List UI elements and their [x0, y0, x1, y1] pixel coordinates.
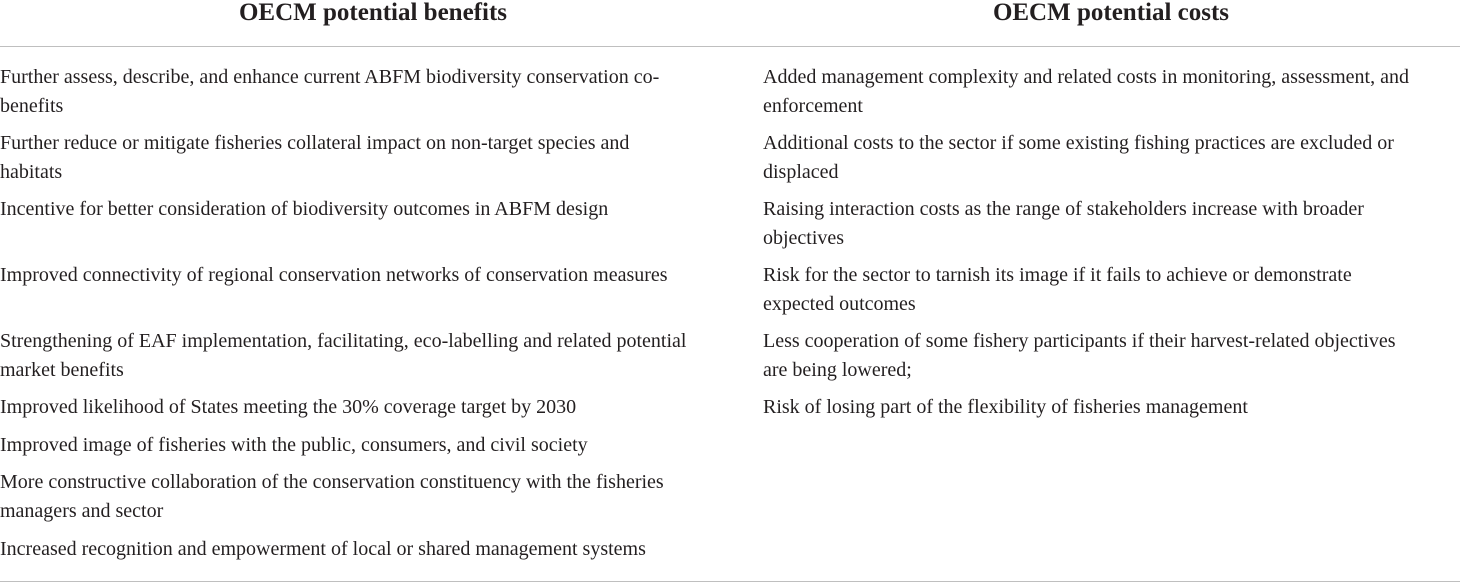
cost-item-2-line-1: Additional costs to the sector if some existing fishing practices are excluded or	[763, 132, 1394, 154]
benefit-item-1-line-1: Further assess, describe, and enhance current ABFM biodiversity conservation co-	[0, 66, 660, 88]
cost-item-5-line-2: are being lowered;	[763, 359, 912, 381]
cost-item-2-line-2: displaced	[763, 161, 839, 183]
benefit-item-1-line-2: benefits	[0, 95, 64, 117]
cost-item-4-line-1: Risk for the sector to tarnish its image if it fails to achieve or demonstrate	[763, 264, 1352, 286]
cost-item-1-line-2: enforcement	[763, 95, 863, 117]
cost-item-1-line-1: Added management complexity and related costs in monitoring, assessment, and	[763, 66, 1409, 88]
benefit-item-9: Increased recognition and empowerment of local or shared management systems	[0, 538, 646, 560]
benefit-item-3: Incentive for better consideration of biodiversity outcomes in ABFM design	[0, 198, 609, 220]
benefit-item-8-line-2: managers and sector	[0, 500, 164, 522]
column-header-costs: OECM potential costs	[992, 0, 1230, 26]
column-header-benefits: OECM potential benefits	[238, 0, 508, 26]
cost-item-4-line-2: expected outcomes	[763, 293, 916, 315]
table-header-row	[0, 0, 1460, 47]
benefit-item-7: Improved image of fisheries with the public, consumers, and civil society	[0, 434, 588, 456]
table-bottom-rule	[0, 581, 1460, 582]
benefit-item-5-line-1: Strengthening of EAF implementation, facilitating, eco-labelling and related potential	[0, 330, 687, 352]
benefit-item-2-line-1: Further reduce or mitigate fisheries collateral impact on non-target species and	[0, 132, 630, 154]
benefit-item-6: Improved likelihood of States meeting the 30% coverage target by 2030	[0, 396, 577, 418]
cost-item-3-line-1: Raising interaction costs as the range of stakeholders increase with broader	[763, 198, 1364, 220]
benefit-item-2-line-2: habitats	[0, 161, 63, 183]
benefit-item-4: Improved connectivity of regional conservation networks of conservation measures	[0, 264, 668, 286]
cost-item-6: Risk of losing part of the flexibility of fisheries management	[763, 396, 1248, 418]
cost-item-5-line-1: Less cooperation of some fishery participants if their harvest-related objectives	[763, 330, 1396, 352]
benefit-item-5-line-2: market benefits	[0, 359, 124, 381]
cost-item-3-line-2: objectives	[763, 227, 845, 249]
benefit-item-8-line-1: More constructive collaboration of the conservation constituency with the fisheries	[0, 471, 664, 493]
